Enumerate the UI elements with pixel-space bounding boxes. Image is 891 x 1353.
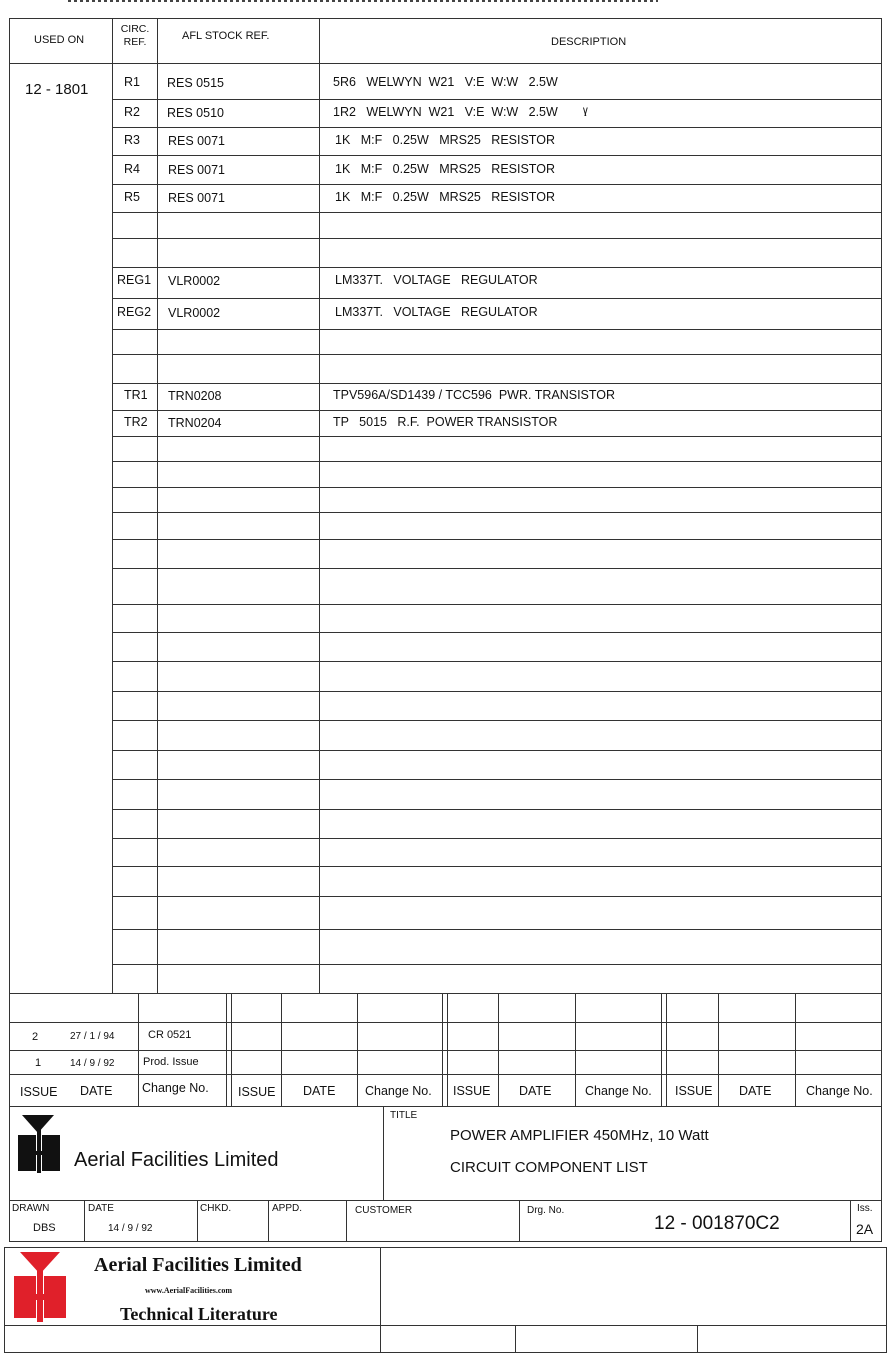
header-description: DESCRIPTION [551,36,627,48]
row-circ-ref: REG1 [117,273,152,287]
header-circ-ref [115,23,155,49]
label-change-2: Change No. [365,1084,432,1098]
issue-block-top [9,993,882,994]
row-circ-ref: R5 [124,190,140,204]
title-label: TITLE [390,1110,418,1121]
appd-label: APPD. [272,1203,303,1214]
iss-label: Iss. [857,1203,873,1214]
footer-date-value: 14 / 9 / 92 [108,1223,153,1234]
row-line [112,329,882,330]
col-divider-usedon [112,18,113,993]
issue-row-divider-2 [9,1050,882,1051]
handwritten-tick: \/ [583,105,586,119]
label-change-1: Change No. [142,1081,209,1095]
row-circ-ref: R2 [124,105,140,119]
afl-red-logo-icon [14,1252,68,1322]
footer-vl-drawn [84,1200,85,1242]
issue-1-date: 14 / 9 / 92 [70,1058,115,1069]
row-circ-ref: REG2 [117,305,152,319]
drawn-label: DRAWN [12,1203,50,1214]
title-line-2: CIRCUIT COMPONENT LIST [450,1159,648,1176]
issue-vl-7 [447,993,448,1106]
row-line [112,298,882,299]
issue-row-divider-1 [9,1022,882,1023]
row-line [112,809,882,810]
banner-url: www.AerialFacilities.com [145,1286,233,1295]
used-on-value: 12 - 1801 [25,81,89,98]
drg-value: 12 - 001870C2 [654,1213,780,1234]
row-description: LM337T. VOLTAGE REGULATOR [335,305,538,319]
footer-vl-date [197,1200,198,1242]
row-line [112,461,882,462]
row-line [112,410,882,411]
banner-vl-1 [380,1247,381,1353]
afl-logo-icon [18,1115,64,1175]
row-stock-ref: VLR0002 [168,306,221,320]
row-line [112,512,882,513]
issue-2-change: CR 0521 [148,1029,192,1041]
issue-2-date: 27 / 1 / 94 [70,1031,115,1042]
label-date-4: DATE [739,1084,772,1098]
row-line [112,779,882,780]
row-line [112,720,882,721]
issue-vl-12 [718,993,719,1106]
row-stock-ref: RES 0071 [168,134,225,148]
row-line [112,838,882,839]
row-line [112,929,882,930]
col-divider-ref [157,18,158,993]
row-line [112,750,882,751]
issue-vl-8 [498,993,499,1106]
row-circ-ref: R3 [124,133,140,147]
banner-company: Aerial Facilities Limited [94,1254,302,1276]
row-description: TPV596A/SD1439 / TCC596 PWR. TRANSISTOR [333,388,616,402]
row-line [112,436,882,437]
row-line [112,866,882,867]
row-stock-ref: RES 0071 [168,163,225,177]
issue-vl-13 [795,993,796,1106]
issue-vl-6 [442,993,443,1106]
row-line [112,155,882,156]
issue-1-change: Prod. Issue [143,1056,199,1068]
label-issue-2: ISSUE [238,1085,276,1099]
footer-vl-chkd [268,1200,269,1242]
banner-divider [4,1325,887,1326]
issue-vl-10 [661,993,662,1106]
row-line [112,212,882,213]
banner-vl-2 [515,1325,516,1353]
row-line [112,238,882,239]
chkd-label: CHKD. [200,1203,232,1214]
row-line [112,568,882,569]
row-description: 1K M:F 0.25W MRS25 RESISTOR [335,162,555,176]
customer-label: CUSTOMER [355,1205,413,1216]
issue-vl-left-date [138,993,139,1106]
header-circ-line1: CIRC. [120,23,150,35]
title-divider [383,1106,384,1200]
header-used-on: USED ON [34,34,85,46]
row-description: TP 5015 R.F. POWER TRANSISTOR [333,415,558,429]
issue-vl-5 [357,993,358,1106]
row-stock-ref: TRN0204 [168,416,222,430]
row-line [112,267,882,268]
row-description: 1K M:F 0.25W MRS25 RESISTOR [335,133,555,147]
footer-date-label: DATE [88,1203,114,1214]
row-line [112,964,882,965]
row-line [112,604,882,605]
footer-vl-drg [850,1200,851,1242]
header-divider [9,63,882,64]
header-circ-line2: REF. [123,36,147,48]
issue-vl-11 [666,993,667,1106]
row-line [112,127,882,128]
row-circ-ref: R4 [124,162,140,176]
row-description: 1R2 WELWYN W21 V:E W:W 2.5W [333,105,558,119]
iss-value: 2A [856,1221,874,1237]
label-issue-3: ISSUE [453,1084,491,1098]
banner-tech-lit: Technical Literature [120,1304,278,1324]
company-name: Aerial Facilities Limited [74,1149,279,1171]
row-stock-ref: RES 0510 [167,106,224,120]
title-line-1: POWER AMPLIFIER 450MHz, 10 Watt [450,1127,709,1144]
row-stock-ref: RES 0071 [168,191,225,205]
row-line [112,632,882,633]
row-description: 1K M:F 0.25W MRS25 RESISTOR [335,190,555,204]
header-afl-stock-ref: AFL STOCK REF. [182,30,270,42]
issue-vl-3 [231,993,232,1106]
issue-1-number: 1 [35,1057,42,1069]
label-date-1: DATE [80,1084,113,1098]
issue-row-divider-3 [9,1074,882,1075]
footer-vl-customer [519,1200,520,1242]
footer-vl-appd [346,1200,347,1242]
drawn-value: DBS [33,1222,56,1234]
label-date-3: DATE [519,1084,552,1098]
issue-2-number: 2 [32,1031,39,1043]
row-line [112,539,882,540]
row-circ-ref: TR2 [124,415,148,429]
row-stock-ref: VLR0002 [168,274,221,288]
col-divider-stock [319,18,320,993]
issue-vl-4 [281,993,282,1106]
label-issue-1: ISSUE [20,1085,58,1099]
row-stock-ref: TRN0208 [168,389,222,403]
issue-vl-2 [226,993,227,1106]
row-line [112,99,882,100]
label-change-3: Change No. [585,1084,652,1098]
row-line [112,691,882,692]
row-line [112,383,882,384]
row-line [112,184,882,185]
row-circ-ref: R1 [124,75,140,89]
issue-block-bottom [9,1106,882,1107]
banner-vl-3 [697,1325,698,1353]
top-dashed-rule [68,0,658,2]
row-description: 5R6 WELWYN W21 V:E W:W 2.5W [333,75,558,89]
row-circ-ref: TR1 [124,388,148,402]
row-description: LM337T. VOLTAGE REGULATOR [335,273,538,287]
drg-label: Drg. No. [527,1205,565,1216]
issue-vl-9 [575,993,576,1106]
row-line [112,487,882,488]
label-change-4: Change No. [806,1084,873,1098]
row-line [112,354,882,355]
label-issue-4: ISSUE [675,1084,713,1098]
title-block-bottom [9,1200,882,1201]
row-line [112,896,882,897]
label-date-2: DATE [303,1084,336,1098]
row-stock-ref: RES 0515 [167,76,224,90]
row-line [112,661,882,662]
